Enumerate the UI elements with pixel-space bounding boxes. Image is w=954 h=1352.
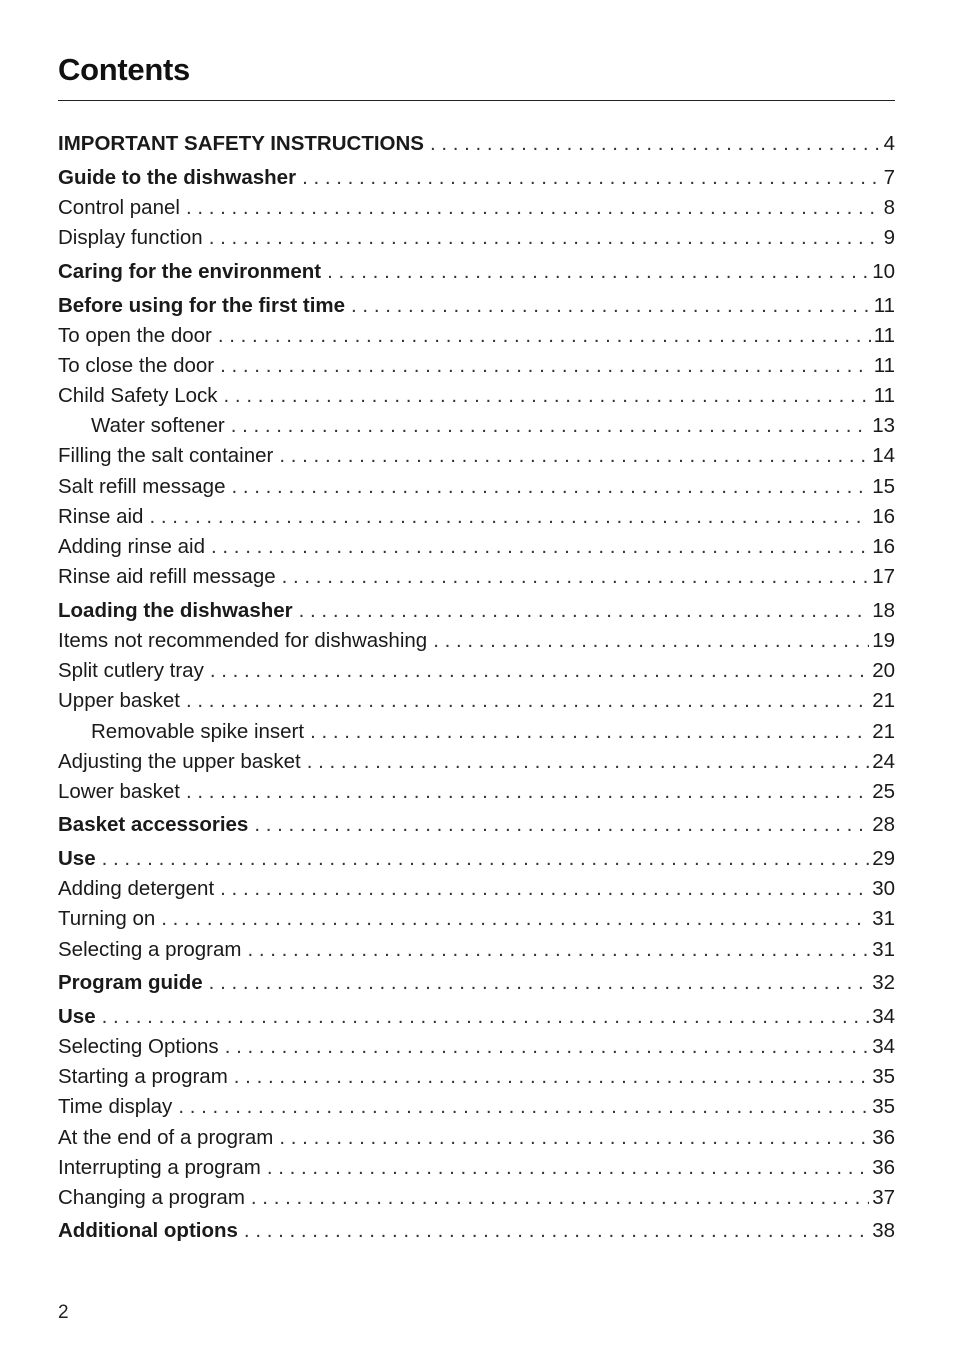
dot-leader (205, 532, 869, 562)
toc-entry[interactable] (58, 1002, 895, 1032)
dot-leader (225, 472, 869, 502)
toc-entry-page: 31 (872, 937, 895, 961)
toc-entry-label: Child Safety Lock (58, 384, 218, 408)
toc-entry-label: Lower basket (58, 779, 180, 803)
toc-entry-page: 16 (872, 504, 895, 528)
toc-entry-page: 25 (872, 779, 895, 803)
toc-entry[interactable] (58, 844, 895, 874)
toc-entry[interactable] (58, 411, 895, 441)
toc-entry-page: 16 (872, 535, 895, 558)
dot-leader (218, 381, 871, 411)
toc-entry[interactable] (58, 562, 895, 592)
toc-entry-label: Rinse aid (58, 504, 144, 528)
toc-entry-label: Additional options (58, 1219, 238, 1243)
dot-leader (180, 777, 869, 807)
dot-leader (225, 411, 870, 441)
toc-entry-page: 29 (872, 847, 895, 871)
toc-entry[interactable] (58, 968, 895, 998)
dot-leader (219, 1032, 870, 1062)
toc-entry-label: Display function (58, 226, 203, 250)
toc-entry[interactable] (58, 129, 895, 159)
dot-leader (143, 502, 869, 532)
toc-entry-label: Selecting a program (58, 937, 242, 961)
dot-leader (228, 1062, 869, 1092)
toc-entry[interactable] (58, 596, 895, 626)
toc-entry[interactable] (58, 441, 895, 471)
toc-entry-label: Use (58, 847, 96, 871)
dot-leader (245, 1183, 869, 1213)
toc-entry[interactable] (58, 257, 895, 287)
toc-entry-page: 31 (872, 907, 895, 931)
toc-entry-page: 35 (872, 1065, 895, 1089)
toc-entry-page: 36 (872, 1125, 895, 1149)
dot-leader (304, 717, 869, 747)
toc-entry-label: Adding rinse aid (58, 535, 206, 558)
toc-entry-page: 10 (872, 259, 895, 283)
dot-leader (238, 1216, 869, 1246)
toc-entry-label: IMPORTANT SAFETY INSTRUCTIONS (58, 132, 424, 156)
toc-entry-label: Rinse aid refill message (58, 565, 276, 589)
toc-entry[interactable] (58, 810, 895, 840)
toc-entry-label: Loading the dishwasher (58, 598, 293, 622)
toc-entry-label: To open the door (58, 323, 212, 347)
dot-leader (214, 351, 871, 381)
toc-entry-label: At the end of a program (58, 1125, 274, 1149)
toc-entry[interactable] (58, 686, 895, 716)
dot-leader (296, 163, 881, 193)
toc-entry-label: Upper basket (58, 689, 180, 713)
dot-leader (203, 223, 881, 253)
toc-entry[interactable] (58, 717, 895, 747)
dot-leader (248, 810, 869, 840)
dot-leader (273, 1123, 869, 1153)
dot-leader (261, 1153, 869, 1183)
toc-entry[interactable] (58, 747, 895, 777)
toc-entry-page: 4 (883, 132, 895, 156)
toc-entry[interactable] (58, 1092, 895, 1122)
toc-entry-page: 21 (872, 689, 895, 713)
dot-leader (180, 686, 869, 716)
toc-entry[interactable] (58, 223, 895, 253)
page-number: 2 (58, 1302, 69, 1323)
toc-entry-label: Changing a program (58, 1185, 245, 1209)
toc-entry-label: Adding detergent (58, 877, 215, 901)
dot-leader (180, 193, 881, 223)
toc-entry[interactable] (58, 874, 895, 904)
page-title: Contents (58, 52, 190, 87)
toc-entry[interactable] (58, 777, 895, 807)
toc-entry-page: 18 (872, 598, 895, 622)
toc-entry[interactable] (58, 1183, 895, 1213)
toc-entry[interactable] (58, 351, 895, 381)
toc-entry-page: 11 (873, 384, 895, 408)
toc-entry-page: 20 (872, 659, 895, 683)
toc-entry[interactable] (58, 935, 895, 965)
toc-entry-page: 38 (872, 1219, 895, 1243)
toc-entry-page: 15 (872, 474, 895, 498)
toc-entry-label: Basket accessories (58, 813, 249, 837)
toc-entry[interactable] (58, 472, 895, 502)
toc-entry-page: 13 (872, 414, 895, 438)
toc-entry[interactable] (58, 656, 895, 686)
toc-entry[interactable] (58, 1123, 895, 1153)
dot-leader (321, 257, 869, 287)
toc-entry-page: 7 (883, 165, 895, 189)
toc-entry-label: Water softener (91, 414, 225, 438)
dot-leader (241, 935, 869, 965)
toc-entry[interactable] (58, 193, 895, 223)
toc-entry[interactable] (58, 532, 895, 562)
toc-entry-label: Split cutlery tray (58, 659, 204, 683)
toc-entry[interactable] (58, 321, 895, 351)
dot-leader (212, 321, 871, 351)
toc-entry-page: 14 (872, 444, 895, 468)
toc-entry-page: 37 (872, 1185, 895, 1209)
toc-entry-page: 35 (872, 1095, 895, 1119)
dot-leader (345, 291, 871, 321)
toc-entry-page: 11 (873, 353, 895, 377)
toc-entry-page: 11 (873, 293, 895, 317)
toc-entry-label: Removable spike insert (91, 719, 305, 743)
dot-leader (96, 1002, 870, 1032)
toc-entry-label: Control panel (58, 196, 180, 220)
dot-leader (273, 441, 869, 471)
toc-entry-label: To close the door (58, 353, 215, 377)
toc-entry[interactable] (58, 1062, 895, 1092)
dot-leader (214, 874, 869, 904)
toc-entry[interactable] (58, 626, 895, 656)
toc-entry-page: 30 (872, 877, 895, 901)
toc-entry-page: 32 (872, 971, 895, 995)
toc-entry-page: 36 (872, 1155, 895, 1179)
toc-entry-page: 34 (872, 1034, 895, 1058)
toc-entry-label: Caring for the environment (58, 259, 322, 283)
toc-entry-label: Before using for the first time (58, 293, 346, 317)
toc-entry-page: 19 (872, 628, 895, 652)
dot-leader (276, 562, 870, 592)
toc-entry-label: Selecting Options (58, 1034, 219, 1058)
toc-entry-label: Interrupting a program (58, 1155, 261, 1179)
dot-leader (204, 656, 869, 686)
dot-leader (427, 626, 869, 656)
toc-entry[interactable] (58, 381, 895, 411)
toc-entry-page: 9 (883, 226, 895, 250)
toc-entry[interactable] (58, 1153, 895, 1183)
toc-entry-page: 11 (873, 323, 895, 347)
table-of-contents (58, 126, 895, 1247)
toc-entry-page: 28 (872, 813, 895, 837)
toc-entry-page: 24 (872, 749, 895, 773)
toc-entry-page: 34 (872, 1004, 895, 1028)
dot-leader (96, 844, 870, 874)
toc-entry[interactable] (58, 163, 895, 193)
toc-entry-label: Program guide (58, 971, 203, 995)
toc-entry-label: Items not recommended for dishwashing (58, 628, 428, 652)
toc-entry-label: Adjusting the upper basket (58, 749, 301, 773)
toc-entry-label: Filling the salt container (58, 444, 274, 468)
toc-entry-label: Turning on (58, 907, 156, 931)
dot-leader (172, 1092, 869, 1122)
toc-entry[interactable] (58, 1216, 895, 1246)
dot-leader (293, 596, 870, 626)
toc-entry[interactable] (58, 904, 895, 934)
toc-entry-label: Time display (58, 1095, 173, 1119)
title-divider (58, 100, 895, 101)
toc-entry[interactable] (58, 502, 895, 532)
dot-leader (203, 968, 870, 998)
toc-entry-page: 8 (883, 196, 895, 220)
toc-entry-label: Use (58, 1004, 96, 1028)
toc-entry-label: Guide to the dishwasher (58, 165, 297, 189)
dot-leader (301, 747, 869, 777)
dot-leader (424, 129, 881, 159)
toc-entry-label: Salt refill message (58, 474, 226, 498)
toc-entry-page: 21 (872, 719, 895, 743)
toc-entry[interactable] (58, 1032, 895, 1062)
toc-entry-page: 17 (872, 565, 895, 589)
dot-leader (155, 904, 869, 934)
toc-entry-label: Starting a program (58, 1065, 228, 1089)
toc-entry[interactable] (58, 291, 895, 321)
